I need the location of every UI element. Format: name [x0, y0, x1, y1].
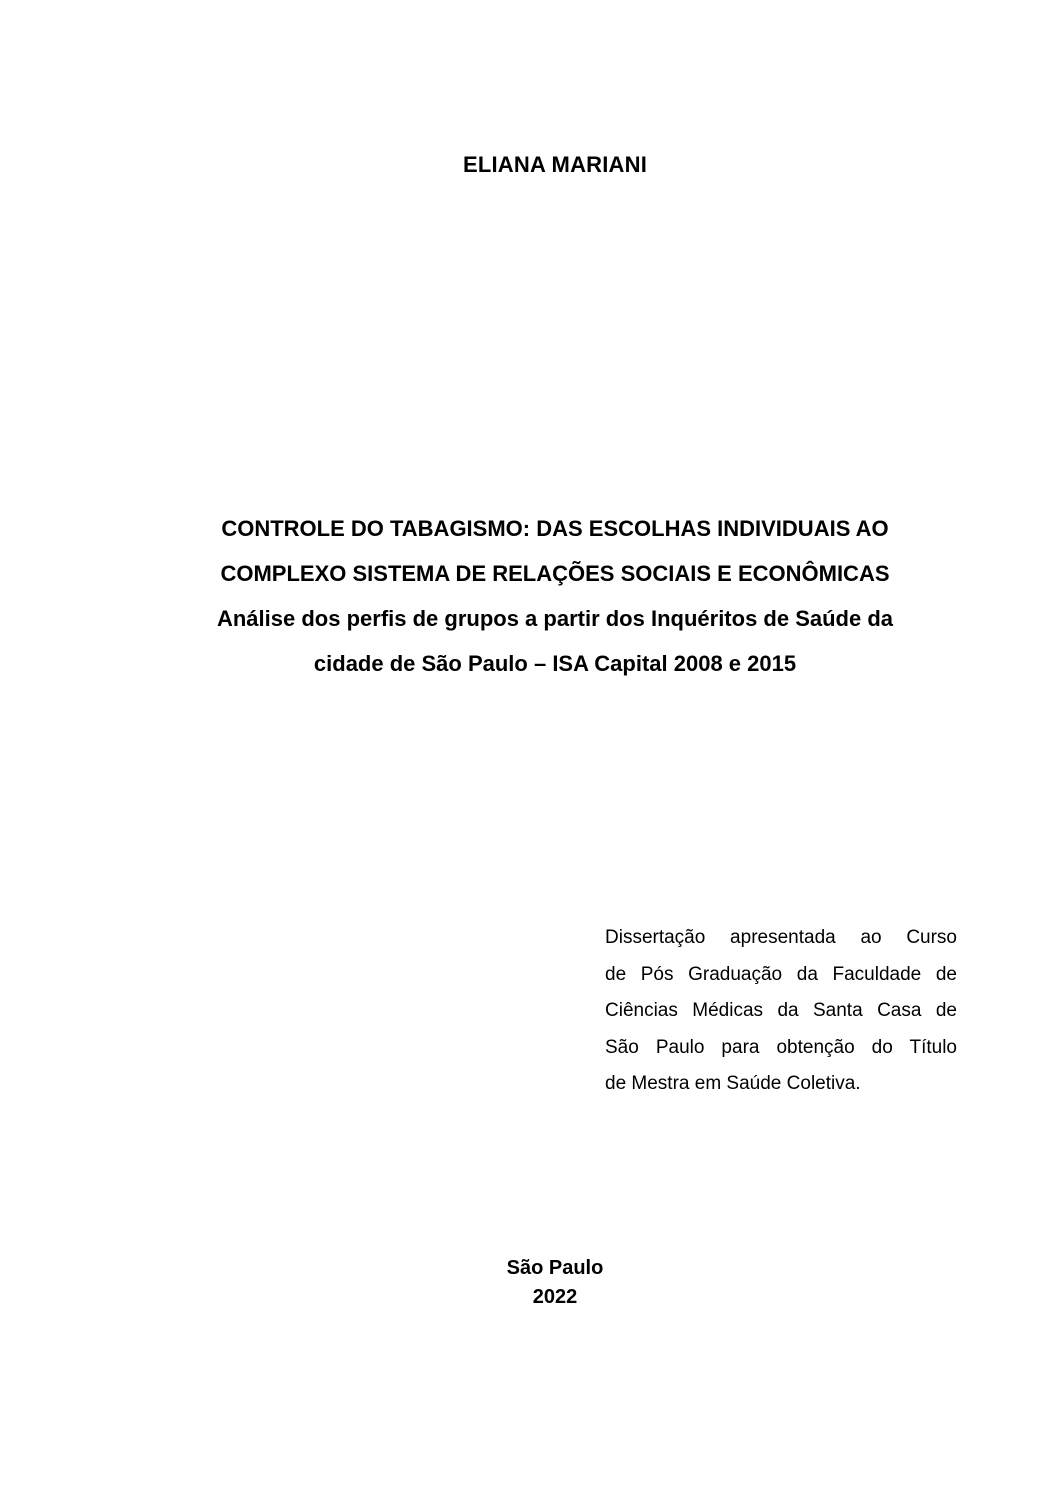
title-line-1: CONTROLE DO TABAGISMO: DAS ESCOLHAS INDIVIDUAIS AO — [221, 516, 889, 541]
description-line-4: São Paulo para obtenção do Título — [605, 1036, 957, 1058]
description-line-2: de Pós Graduação da Faculdade de — [605, 963, 957, 985]
description-line-3: Ciências Médicas da Santa Casa de — [605, 1000, 957, 1021]
dissertation-title — [150, 506, 960, 686]
title-line-2: COMPLEXO SISTEMA DE RELAÇÕES SOCIAIS E ECONÔMICAS — [220, 561, 890, 586]
city: São Paulo — [506, 1257, 604, 1279]
subtitle-line-1: Análise dos perfis de grupos a partir dos Inquéritos de Saúde da — [216, 606, 894, 631]
subtitle-line-2: cidade de São Paulo – ISA Capital 2008 e 2015 — [313, 651, 797, 676]
year: 2022 — [532, 1286, 578, 1308]
author-name: ELIANA MARIANI — [462, 152, 648, 177]
description-line-1: Dissertação apresentada ao Curso — [605, 927, 957, 948]
description-line-5: de Mestra em Saúde Coletiva. — [605, 1073, 861, 1094]
place-and-date — [0, 1254, 1058, 1312]
dissertation-description — [605, 920, 957, 1103]
